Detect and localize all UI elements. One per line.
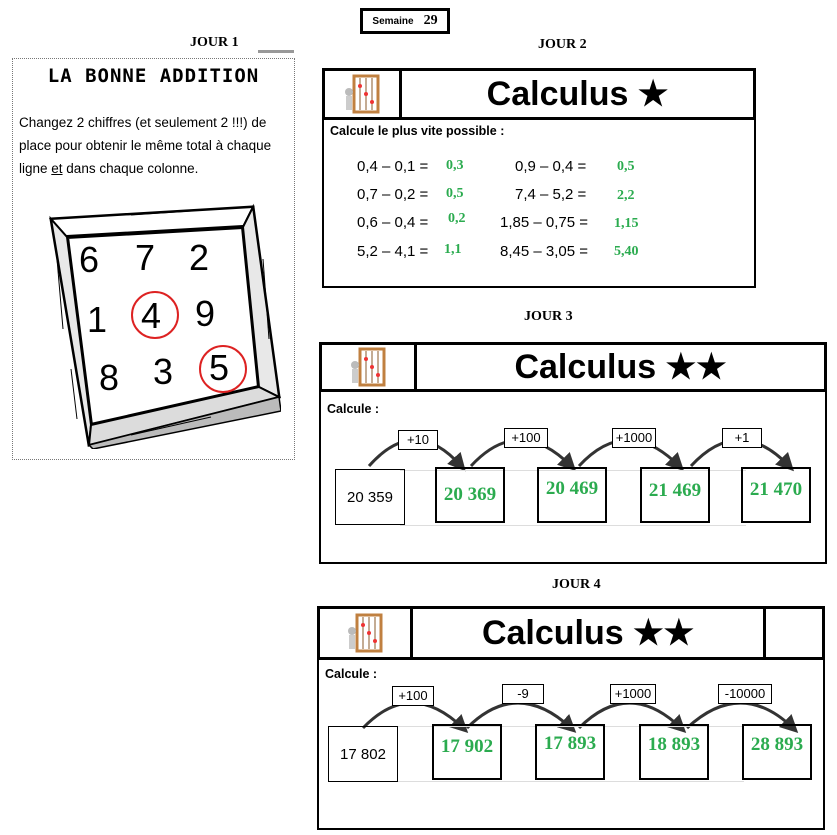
result-value: 20 469: [545, 478, 599, 499]
jour2-title: Calculus ★: [486, 75, 669, 113]
instruction-text-1: Changez 2 chiffres (et seulement 2 !!!) de place pour obtenir le même total à chaque ligne: [19, 115, 272, 176]
calc-answer: 0,5: [446, 186, 464, 201]
calc-expression: 8,45 – 3,05 =: [500, 243, 588, 260]
operation-label: +100: [392, 686, 434, 706]
puzzle-instructions: [19, 111, 289, 180]
result-value: 18 893: [647, 734, 701, 755]
grid-cell: 7: [135, 237, 156, 278]
calc-answer: 0,5: [617, 159, 635, 174]
calc-expression: 0,6 – 0,4 =: [357, 214, 429, 231]
result-box: [537, 467, 607, 523]
jour3-title: Calculus ★★: [514, 348, 727, 386]
instruction-underlined: et: [51, 161, 63, 176]
start-value: 20 359: [335, 469, 405, 525]
result-value: 21 469: [648, 480, 702, 501]
grid-cell: 3: [153, 351, 174, 392]
result-box: [742, 724, 812, 780]
calc-expression: 1,85 – 0,75 =: [500, 214, 588, 231]
result-value: 17 902: [440, 736, 494, 757]
calc-expression: 0,9 – 0,4 =: [515, 158, 587, 175]
jour2-subtitle: Calcule le plus vite possible :: [330, 124, 505, 138]
result-value: 20 369: [443, 484, 497, 505]
jour4-title: Calculus ★★: [413, 609, 766, 657]
operation-label: -10000: [718, 684, 772, 704]
calc-answer: 0,3: [446, 158, 464, 173]
smudge-mark: [258, 50, 294, 53]
abacus-icon: [325, 71, 402, 117]
grid-cell: 2: [189, 237, 210, 278]
result-value: 21 470: [749, 479, 803, 500]
calc-answer: 1,15: [614, 216, 639, 231]
week-badge: [360, 8, 450, 34]
result-box: [432, 724, 502, 780]
operation-label: +100: [504, 428, 548, 448]
operation-label: +1000: [610, 684, 656, 704]
calc-expression: 0,4 – 0,1 =: [357, 158, 429, 175]
operation-label: -9: [502, 684, 544, 704]
jour4-subtitle: Calcule :: [325, 667, 378, 681]
jour1-panel: [12, 58, 295, 460]
grid-cell: 1: [87, 299, 108, 340]
jour1-heading: JOUR 1: [190, 35, 239, 50]
jour4-heading: JOUR 4: [552, 577, 601, 592]
calc-answer: 5,40: [614, 244, 639, 259]
calc-answer: 2,2: [617, 188, 635, 203]
result-value: 17 893: [543, 733, 597, 754]
result-box: [639, 724, 709, 780]
abacus-icon: [320, 609, 413, 657]
grid-cell: 4: [141, 295, 162, 336]
jour2-heading: JOUR 2: [538, 37, 587, 52]
puzzle-title: LA BONNE ADDITION: [47, 65, 260, 87]
result-value: 28 893: [750, 734, 804, 755]
result-box: [741, 467, 811, 523]
number-grid: [77, 237, 257, 417]
jour3-header: [319, 342, 827, 392]
result-box: [640, 467, 710, 523]
operation-label: +10: [398, 430, 438, 450]
result-box: [535, 724, 605, 780]
calc-answer: 1,1: [444, 242, 462, 257]
week-number: 29: [423, 13, 438, 28]
grid-cell: 6: [79, 239, 100, 280]
calc-expression: 7,4 – 5,2 =: [515, 186, 587, 203]
grid-cell: 8: [99, 357, 120, 398]
abacus-icon: [322, 345, 417, 389]
grid-cell: 5: [209, 347, 230, 388]
start-value: 17 802: [328, 726, 398, 782]
result-box: [435, 467, 505, 523]
jour4-header: [317, 606, 825, 660]
operation-label: +1000: [612, 428, 656, 448]
jour3-heading: JOUR 3: [524, 309, 573, 324]
jour2-header: [322, 68, 756, 120]
week-label: Semaine: [372, 15, 414, 27]
calc-answer: 0,2: [448, 211, 466, 226]
instruction-text-2: dans chaque colonne.: [62, 161, 199, 176]
calc-expression: 5,2 – 4,1 =: [357, 243, 429, 260]
grid-cell: 9: [195, 293, 216, 334]
calc-expression: 0,7 – 0,2 =: [357, 186, 429, 203]
operation-label: +1: [722, 428, 762, 448]
jour3-subtitle: Calcule :: [327, 402, 380, 416]
